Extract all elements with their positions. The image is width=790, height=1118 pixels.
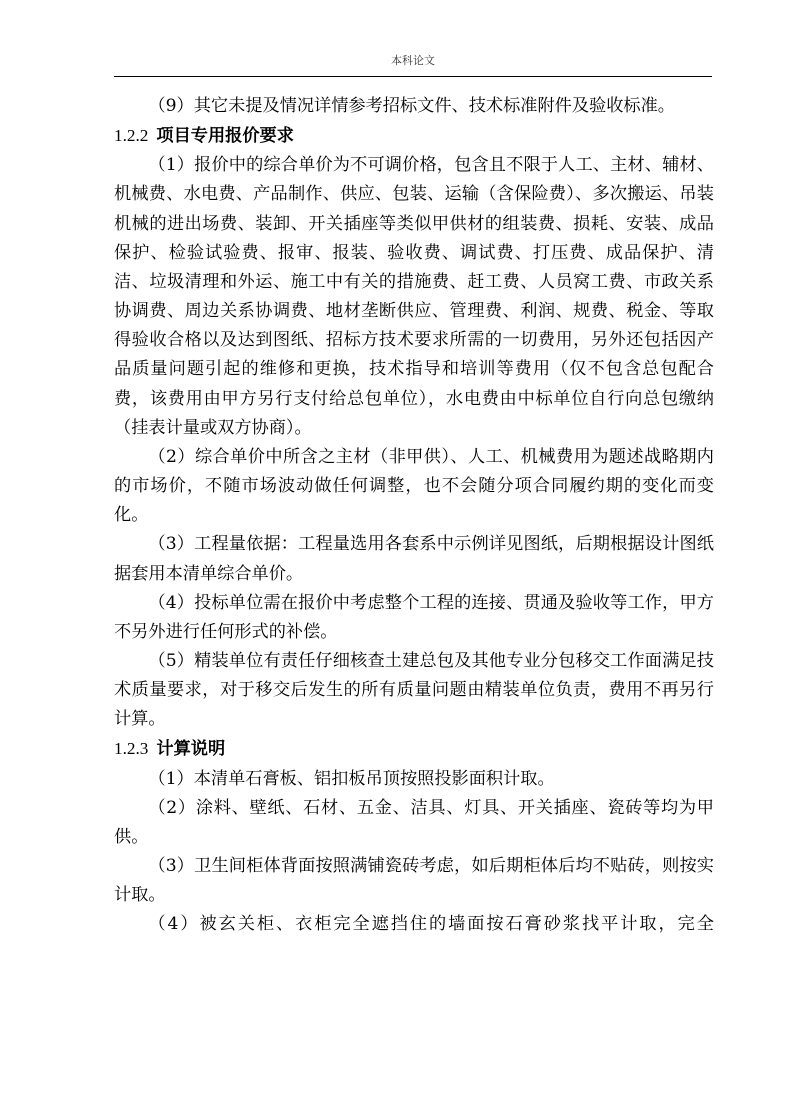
paragraph-quote-4: （4）投标单位需在报价中考虑整个工程的连接、贯通及验收等工作，甲方不另外进行任何形式的补偿。 [114, 592, 714, 642]
section-title: 计算说明 [156, 739, 226, 760]
paragraph-quote-1: （1）报价中的综合单价为不可调价格，包含且不限于人工、主材、辅材、机械费、水电费、产品制作、供应、包装、运输（含保险费）、多次搬运、吊装机械的进出场费、装卸、开关插座等类似甲供材的组装费、损耗、安装、成品保护、检验试验费、报审、报装、验收费、调试费、打压费、成品保护、清洁、垃圾清理和外运、施工中有关的措施费、赶工费、人员窝工费、市政关系协调费、周边关系协调费、地材垄断供应、管理费、利润、规费、税金、等取得验收合格以及达到图纸、招标方技术要求所需的一切费用，另外还包括因产品质量问题引起的维修和更换，技术指导和培训等费用（仅不包含总包配合费，该费用由甲方另行支付给总包单位），水电费由中标单位自行向总包缴纳（挂表计量或双方协商）。 [114, 155, 714, 438]
paragraph-calc-2: （2）涂料、壁纸、石材、五金、洁具、灯具、开关插座、瓷砖等均为甲供。 [114, 797, 714, 847]
section-title: 项目专用报价要求 [156, 126, 294, 147]
paragraph-quote-5: （5）精装单位有责任仔细核查土建总包及其他专业分包移交工作面满足技术质量要求，对于移交后发生的所有质量问题由精装单位负责，费用不再另行计算。 [114, 650, 714, 730]
paragraph-calc-4: （4）被玄关柜、衣柜完全遮挡住的墙面按石膏砂浆找平计取，完全 [148, 914, 714, 935]
document-body [114, 92, 714, 940]
paragraph-quote-2: （2）综合单价中所含之主材（非甲供）、人工、机械费用为题述战略期内的市场价，不随市场波动做任何调整，也不会随分项合同履约期的变化而变化。 [114, 446, 714, 526]
paragraph-calc-1: （1）本清单石膏板、铝扣板吊顶按照投影面积计取。 [148, 768, 555, 789]
section-heading-1-2-3 [114, 734, 714, 764]
section-heading-1-2-2 [114, 121, 714, 151]
header-divider [114, 76, 712, 77]
section-number: 1.2.3 [114, 739, 149, 759]
running-header: 本科论文 [391, 54, 435, 67]
paragraph-item-9: （9）其它未提及情况详情参考招标文件、技术标准附件及验收标准。 [148, 96, 675, 116]
paragraph-quote-3: （3）工程量依据：工程量选用各套系中示例详见图纸，后期根据设计图纸据套用本清单综合单价。 [114, 534, 714, 584]
section-number: 1.2.2 [114, 126, 149, 146]
paragraph-calc-3: （3）卫生间柜体背面按照满铺瓷砖考虑，如后期柜体后均不贴砖，则按实计取。 [114, 856, 714, 906]
